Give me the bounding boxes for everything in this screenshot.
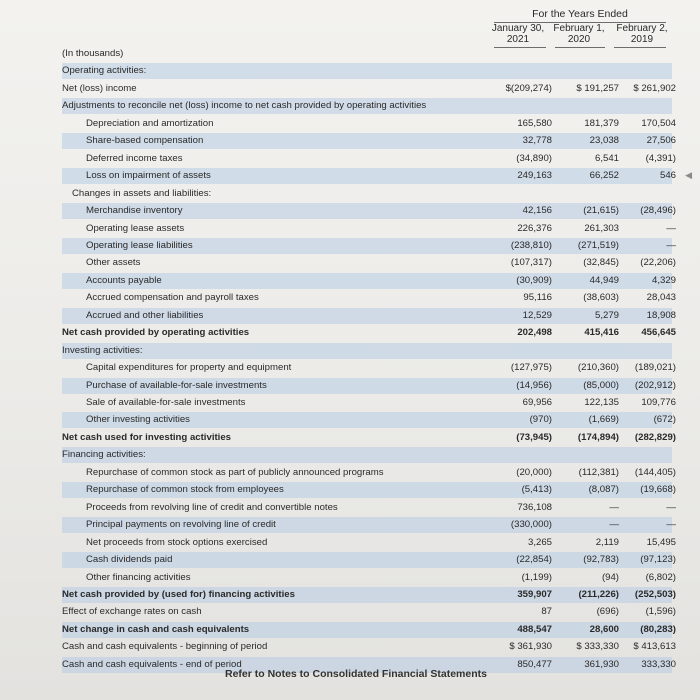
- row-label: Operating lease assets: [86, 222, 185, 234]
- row-label: Merchandise inventory: [86, 205, 183, 217]
- row-label: Repurchase of common stock from employees: [86, 484, 284, 496]
- row-value: (94): [601, 571, 619, 583]
- row-value: 3,265: [527, 536, 552, 548]
- row-value: 32,778: [522, 135, 552, 147]
- row-value: $ 191,257: [576, 82, 619, 94]
- row-label: Cash and cash equivalents - end of period: [62, 658, 242, 670]
- column-header-2021: [486, 23, 550, 45]
- row-label: Net proceeds from stock options exercised: [86, 536, 268, 548]
- table-row: [62, 622, 676, 638]
- row-value: 12,529: [522, 309, 552, 321]
- table-row: [62, 430, 676, 446]
- row-value: 181,379: [584, 117, 619, 129]
- row-value: (202,912): [634, 379, 676, 391]
- row-value: (1,669): [588, 414, 619, 426]
- row-value: 361,930: [584, 658, 619, 670]
- table-row: [62, 81, 676, 97]
- row-label: Financing activities:: [62, 449, 146, 461]
- row-value: (28,496): [640, 205, 676, 217]
- row-label: Capital expenditures for property and equipment: [86, 362, 292, 374]
- table-row: [62, 151, 676, 167]
- row-value: (174,894): [577, 431, 619, 443]
- row-value: 95,116: [523, 292, 552, 304]
- row-label: Net cash provided by operating activities: [62, 327, 250, 339]
- row-value: 488,547: [517, 623, 552, 635]
- row-label: Principal payments on revolving line of credit: [86, 519, 276, 531]
- row-value: (32,845): [583, 257, 619, 269]
- row-value: 546: [659, 170, 676, 182]
- column-header-2020-date: February 1,: [553, 23, 605, 34]
- row-value: 261,303: [584, 222, 619, 234]
- row-value: $ 361,930: [509, 641, 552, 653]
- table-row: [62, 116, 676, 132]
- table-row: [62, 412, 676, 428]
- table-row: [62, 587, 676, 603]
- column-header-2020: [547, 23, 611, 45]
- row-value: (238,810): [510, 239, 552, 251]
- row-value: 226,376: [517, 222, 552, 234]
- table-row: [62, 308, 676, 324]
- row-label: Purchase of available-for-sale investments: [86, 379, 267, 391]
- row-value: 415,416: [584, 327, 619, 339]
- row-value: (4,391): [645, 152, 676, 164]
- table-row: [62, 535, 676, 551]
- row-label: Loss on impairment of assets: [86, 170, 211, 182]
- row-label: Other financing activities: [86, 571, 191, 583]
- row-label: Net (loss) income: [62, 82, 137, 94]
- row-label: Deferred income taxes: [86, 152, 183, 164]
- row-label: Cash and cash equivalents - beginning of period: [62, 641, 268, 653]
- row-value: 28,043: [646, 292, 676, 304]
- table-row: [62, 168, 676, 184]
- column-header-2019: [610, 23, 674, 45]
- table-row: [62, 378, 676, 394]
- row-value: 42,156: [522, 205, 552, 217]
- table-row: [62, 360, 676, 376]
- row-label: Accrued compensation and payroll taxes: [86, 292, 259, 304]
- row-value: (282,829): [634, 431, 676, 443]
- row-value: 359,907: [517, 588, 552, 600]
- row-value: (5,413): [521, 484, 552, 496]
- row-value: (252,503): [634, 588, 676, 600]
- row-value: (189,021): [634, 362, 676, 374]
- row-value: 6,541: [594, 152, 619, 164]
- row-value: (127,975): [510, 362, 552, 374]
- row-value: (672): [653, 414, 676, 426]
- row-value: —: [609, 501, 619, 513]
- row-label: Net cash provided by (used for) financing activities: [62, 588, 295, 600]
- row-value: 69,956: [522, 397, 552, 408]
- row-value: 15,495: [646, 536, 676, 548]
- row-value: (30,909): [516, 274, 552, 286]
- row-value: (85,000): [583, 379, 619, 391]
- table-row: [62, 98, 672, 114]
- row-value: (330,000): [510, 519, 552, 531]
- row-label: Adjustments to reconcile net (loss) income to net cash provided by operating activities: [62, 100, 427, 112]
- row-value: 122,135: [584, 397, 619, 408]
- table-row: [62, 238, 676, 254]
- table-row: [62, 221, 676, 237]
- row-value: 736,108: [517, 501, 552, 513]
- table-row: [62, 63, 672, 79]
- table-row: [62, 133, 676, 149]
- row-value: —: [666, 501, 676, 513]
- column-header-2021-date: January 30,: [491, 23, 545, 34]
- row-value: (73,945): [516, 431, 552, 443]
- row-value: 66,252: [589, 170, 619, 182]
- row-label: Cash dividends paid: [86, 554, 173, 566]
- row-value: (80,283): [640, 623, 676, 635]
- row-label: Accounts payable: [86, 274, 162, 286]
- row-value: (210,360): [577, 362, 619, 374]
- table-row: [62, 325, 676, 341]
- table-row: [62, 186, 672, 202]
- row-value: (21,615): [583, 205, 619, 217]
- row-value: 5,279: [594, 309, 619, 321]
- table-row: [62, 482, 676, 498]
- row-value: 249,163: [517, 170, 552, 182]
- table-row: [62, 447, 672, 463]
- row-value: 170,504: [641, 117, 676, 129]
- row-label: Accrued and other liabilities: [86, 309, 204, 321]
- footer-note: Refer to Notes to Consolidated Financial Statements: [225, 668, 487, 680]
- row-value: (1,199): [521, 571, 552, 583]
- row-value: —: [666, 519, 676, 531]
- row-value: (211,226): [578, 588, 619, 600]
- table-row: [62, 46, 672, 62]
- row-value: (112,381): [578, 466, 619, 478]
- row-label: Effect of exchange rates on cash: [62, 606, 202, 618]
- row-value: 28,600: [589, 623, 619, 635]
- table-row: [62, 570, 676, 586]
- row-value: 109,776: [641, 397, 676, 408]
- row-label: Net cash used for investing activities: [62, 431, 232, 443]
- row-label: Depreciation and amortization: [86, 117, 214, 129]
- row-label: Other investing activities: [86, 414, 190, 426]
- row-label: Share-based compensation: [86, 135, 204, 147]
- row-value: 333,330: [641, 658, 676, 670]
- row-value: (144,405): [634, 466, 676, 478]
- table-row: [62, 604, 676, 620]
- row-value: (34,890): [516, 152, 552, 164]
- row-label: Net change in cash and cash equivalents: [62, 623, 250, 635]
- column-header-2019-year: 2019: [630, 34, 654, 45]
- row-value: —: [666, 239, 676, 251]
- row-value: 165,580: [517, 117, 552, 129]
- column-header-2020-year: 2020: [567, 34, 591, 45]
- row-value: 456,645: [641, 327, 676, 339]
- page-arrow-icon: ◀: [685, 170, 692, 180]
- row-label: Other assets: [86, 257, 141, 269]
- row-value: (970): [529, 414, 552, 426]
- table-row: [62, 517, 676, 533]
- row-value: (1,596): [645, 606, 676, 618]
- row-value: (6,802): [645, 571, 676, 583]
- row-value: 23,038: [589, 135, 619, 147]
- table-row: [62, 343, 672, 359]
- row-value: 27,506: [646, 135, 676, 147]
- column-header-2019-date: February 2,: [616, 23, 668, 34]
- row-label: Sale of available-for-sale investments: [86, 397, 246, 408]
- table-row: [62, 552, 676, 568]
- period-header: For the Years Ended: [532, 8, 628, 20]
- table-row: [62, 465, 676, 481]
- row-value: 18,908: [646, 309, 676, 321]
- row-value: (92,783): [583, 554, 619, 566]
- row-value: (271,519): [577, 239, 619, 251]
- table-row: [62, 500, 676, 516]
- row-value: —: [666, 222, 676, 234]
- row-value: $ 413,613: [633, 641, 676, 653]
- row-value: $(209,274): [505, 82, 552, 94]
- row-value: 2,119: [595, 536, 619, 548]
- row-value: (696): [596, 606, 619, 618]
- row-value: 4,329: [651, 274, 676, 286]
- row-value: (97,123): [640, 554, 676, 566]
- row-value: (38,603): [583, 292, 619, 304]
- row-label: (In thousands): [62, 48, 124, 59]
- row-value: (8,087): [588, 484, 619, 496]
- column-header-2021-year: 2021: [506, 34, 530, 45]
- row-value: (22,206): [640, 257, 676, 269]
- row-value: (19,668): [640, 484, 676, 496]
- row-value: —: [609, 519, 619, 531]
- row-label: Repurchase of common stock as part of publicly announced programs: [86, 466, 384, 478]
- row-label: Operating activities:: [62, 65, 147, 77]
- row-value: (107,317): [510, 257, 552, 269]
- row-value: 44,949: [589, 274, 619, 286]
- table-row: [62, 255, 676, 271]
- row-value: $ 261,902: [633, 82, 676, 94]
- table-row: [62, 203, 676, 219]
- table-row: [62, 290, 676, 306]
- row-value: 87: [541, 606, 552, 618]
- row-label: Investing activities:: [62, 344, 143, 356]
- row-label: Proceeds from revolving line of credit and convertible notes: [86, 501, 338, 513]
- row-label: Operating lease liabilities: [86, 239, 193, 251]
- row-value: (22,854): [516, 554, 552, 566]
- row-label: Changes in assets and liabilities:: [72, 187, 212, 199]
- row-value: 202,498: [517, 327, 552, 339]
- row-value: $ 333,330: [576, 641, 619, 653]
- table-row: [62, 273, 676, 289]
- row-value: (20,000): [516, 466, 552, 478]
- row-value: (14,956): [516, 379, 552, 391]
- row-value: 850,477: [517, 658, 552, 670]
- table-row: [62, 395, 676, 411]
- table-row: [62, 639, 676, 655]
